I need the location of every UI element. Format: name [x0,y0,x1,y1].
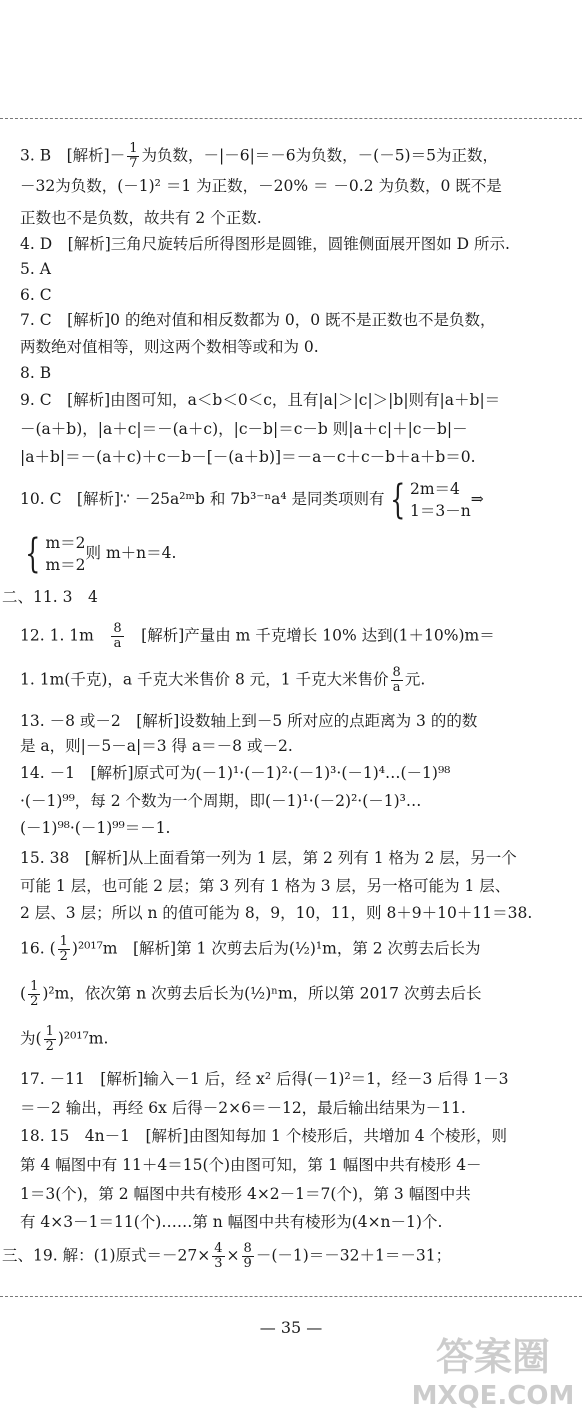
top-dashed-rule [0,118,582,119]
answer-14-line-2: ·(－1)⁹⁹，每 2 个数为一个周期，即(－1)¹·(－2)²·(－1)³… [20,792,422,810]
answer-3-line-1: 3. B [解析]－ $\frac{1}{7}$ 为负数，－|－6|＝－6为负数，－(－5)＝5为正数， [20,141,498,171]
answer-18-line-2: 第 4 幅图中有 11＋4＝15(个)由图可知，第 1 幅图中共有棱形 4－ [20,1156,482,1174]
watermark-logo [405,1330,580,1413]
brace: { [25,531,41,577]
answer-16-line-1: 16. ( $\frac{1}{2}$ )²⁰¹⁷m [解析]第 1 次剪去后为(½)¹m，第 2 次剪去后长为 [20,934,481,964]
answer-17-line-1: 17. －11 [解析]输入－1 后，经 x² 后得(－1)²＝1，经－3 后得 1－3 [20,1070,509,1088]
bottom-dashed-rule [0,1296,582,1297]
fraction: $\frac{8}{9}$ [243,1241,252,1271]
answer-10-line-2: { m＝2 m＝2 则 m＋n＝4. [25,531,177,577]
answer-12-line-2: 1. 1m(千克)，a 千克大米售价 8 元，1 千克大米售价 $\frac{8}{a}$ 元. [20,665,426,695]
answer-3-line-2: －32为负数，(－1)² ＝1 为正数，－20% ＝ －0.2 为负数，0 既不是 [20,177,502,195]
answer-9-line-3: |a＋b|＝－(a＋c)＋c－b－[－(a＋b)]＝－a－c＋c－b＋a＋b＝0. [20,448,476,466]
answer-13-line-1: 13. －8 或－2 [解析]设数轴上到－5 所对应的点距离为 3 的的数 [20,712,478,730]
fraction: $\frac{1}{2}$ [45,1024,54,1054]
answer-15-line-2: 可能 1 层，也可能 2 层；第 3 列有 1 格为 3 层，另一格可能为 1 层、 [20,877,511,895]
watermark-bottom-text: MXQE.COM [411,1381,575,1411]
equation-system: 2m＝4 1＝3－n [410,480,471,520]
answer-18-line-1: 18. 15 4n－1 [解析]由图知每加 1 个棱形后，共增加 4 个棱形，则 [20,1127,508,1145]
answer-6: 6. C [20,286,52,304]
answer-14-line-1: 14. －1 [解析]原式可为(－1)¹·(－1)²·(－1)³·(－1)⁴…(－1)⁹⁸ [20,764,451,782]
answer-15-line-1: 15. 38 [解析]从上面看第一列为 1 层，第 2 列有 1 格为 2 层，另一个 [20,849,517,867]
answer-18-line-4: 有 4×3－1＝11(个)……第 n 幅图中共有棱形为(4×n－1)个. [20,1213,443,1231]
answer-11: 二、11. 3 4 [2,588,98,606]
fraction: $\frac{4}{3}$ [214,1241,223,1271]
answer-15-line-3: 2 层、3 层；所以 n 的值可能为 8，9，10，11，则 8＋9＋10＋11＝38. [20,904,533,922]
answer-13-line-2: 是 a，则|－5－a|＝3 得 a＝－8 或－2. [20,737,293,755]
watermark-top-text: 答案圈 [435,1335,551,1379]
answer-9-line-1: 9. C [解析]由图可知，a＜b＜0＜c，且有|a|＞|c|＞|b|则有|a＋b|＝ [20,391,501,409]
answer-19: 三、19. 解：(1)原式＝－27× $\frac{4}{3}$ × $\frac{8}{9}$ －(－1)＝－32＋1＝－31； [2,1241,452,1271]
answer-7-line-2: 两数绝对值相等，则这两个数相等或和为 0. [20,338,319,356]
fraction: $\frac{1}{7}$ [129,141,138,171]
answer-8: 8. B [20,364,52,382]
fraction: $\frac{8}{a}$ [113,621,122,651]
answer-16-line-3: 为( $\frac{1}{2}$ )²⁰¹⁷m. [20,1024,109,1054]
fraction: $\frac{1}{2}$ [59,934,68,964]
answer-17-line-2: ＝－2 输出，再经 6x 后得－2×6＝－12，最后输出结果为－11. [20,1099,466,1117]
answer-18-line-3: 1＝3(个)，第 2 幅图中共有棱形 4×2－1＝7(个)，第 3 幅图中共 [20,1185,471,1203]
equation-system: m＝2 m＝2 [45,534,86,574]
answer-10-line-1: 10. C [解析]∵ －25a²ᵐb 和 7b³⁻ⁿa⁴ 是同类项则有 { 2m＝4 1＝3－n ⇒ [20,477,484,523]
brace: { [389,477,405,523]
answer-14-line-3: (－1)⁹⁸·(－1)⁹⁹＝－1. [20,819,171,837]
answer-5: 5. A [20,260,51,278]
fraction: $\frac{8}{a}$ [392,665,401,695]
answer-12-line-1: 12. 1. 1m $\frac{8}{a}$ [解析]产量由 m 千克增长 10% 达到(1＋10%)m＝ [20,621,495,651]
answer-7-line-1: 7. C [解析]0 的绝对值和相反数都为 0，0 既不是正数也不是负数， [20,311,496,329]
fraction: $\frac{1}{2}$ [30,979,39,1009]
answer-9-line-2: －(a＋b)，|a＋c|＝－(a＋c)，|c－b|＝c－b 则|a＋c|＋|c－b|－ [20,420,468,438]
answer-4: 4. D [解析]三角尺旋转后所得图形是圆锥，圆锥侧面展开图如 D 所示. [20,235,510,253]
answer-3-line-3: 正数也不是负数，故共有 2 个正数. [20,209,262,227]
answer-16-line-2: ( $\frac{1}{2}$ )²m，依次第 n 次剪去后长为(½)ⁿm，所以第 2017 次剪去后长 [20,979,482,1009]
page-number: — 35 — [259,1318,323,1337]
